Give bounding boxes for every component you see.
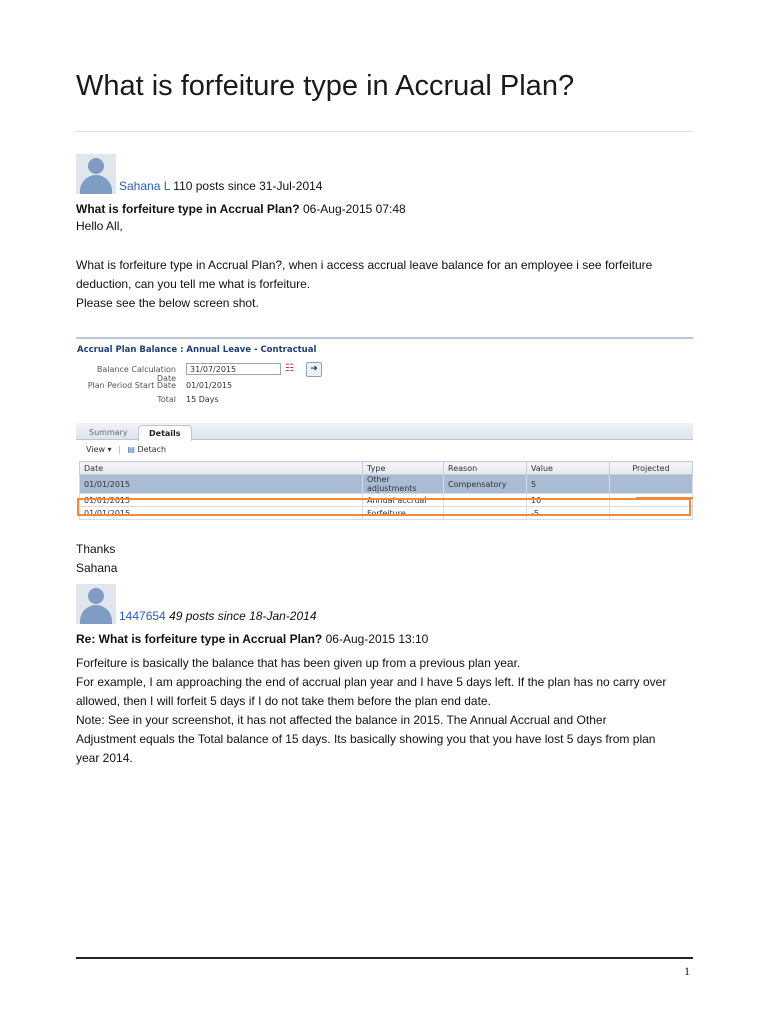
post-author-line (119, 607, 317, 626)
author-link[interactable]: Sahana L (119, 179, 170, 193)
view-menu[interactable]: View ▾ (86, 445, 112, 454)
reply-line: Note: See in your screenshot, it has not affected the balance in 2015. The Annual Accrual and Other (76, 713, 607, 727)
reply-line: allowed, then I will forfeit 5 days if I do not take them before the plan end date. (76, 694, 491, 708)
cell-projected (610, 475, 693, 494)
toolbar-separator: | (118, 445, 121, 454)
column-header-projected[interactable]: Projected (610, 462, 693, 475)
cell-type: Other adjustments (363, 475, 444, 494)
avatar[interactable] (76, 154, 116, 194)
post-subject-line (76, 630, 428, 649)
page-title: What is forfeiture type in Accrual Plan? (76, 70, 575, 102)
page-number: 1 (684, 964, 690, 978)
column-header-value[interactable]: Value (527, 462, 610, 475)
calc-date-label: Balance Calculation Date (96, 365, 176, 383)
screenshot-title: Accrual Plan Balance : Annual Leave - Contractual (77, 345, 317, 355)
cell-value: -5 (527, 507, 610, 520)
details-toolbar (86, 445, 166, 454)
cell-reason: Compensatory (444, 475, 527, 494)
avatar[interactable] (76, 584, 116, 624)
table-header-row (80, 462, 693, 475)
detach-button[interactable]: Detach (137, 445, 167, 454)
post-subject: What is forfeiture type in Accrual Plan? (76, 202, 300, 216)
cell-type: Forfeiture (363, 507, 444, 520)
period-start-value: 01/01/2015 (186, 381, 233, 390)
column-header-type[interactable]: Type (363, 462, 444, 475)
post-timestamp: 06-Aug-2015 07:48 (302, 202, 406, 216)
post-thanks: Thanks (76, 542, 116, 556)
post-body-line: Please see the below screen shot. (76, 296, 259, 310)
go-arrow-button[interactable]: ➜ (306, 362, 322, 377)
user-head-icon (88, 588, 104, 604)
author-meta: 110 posts since 31-Jul-2014 (173, 179, 323, 193)
cell-value: 10 (527, 494, 610, 507)
tab-summary[interactable]: Summary (89, 428, 128, 437)
period-start-label: Plan Period Start Date (87, 381, 176, 390)
column-header-reason[interactable]: Reason (444, 462, 527, 475)
screenshot-top-border (76, 337, 693, 339)
post-subject-line (76, 200, 406, 219)
title-divider (76, 131, 693, 132)
author-link[interactable]: 1447654 (119, 609, 166, 623)
cell-value: 5 (527, 475, 610, 494)
post-signature: Sahana (76, 561, 118, 575)
post-body-line: What is forfeiture type in Accrual Plan?, when i access accrual leave balance for an employee i see forfeiture (76, 258, 653, 272)
tab-details[interactable]: Details (138, 425, 192, 441)
post-body-line: deduction, can you tell me what is forfeiture. (76, 277, 311, 291)
cell-date: 01/01/2015 (80, 494, 363, 507)
reply-line: For example, I am approaching the end of accrual plan year and I have 5 days left. If the plan has no carry over (76, 675, 667, 689)
reply-line: Adjustment equals the Total balance of 15 days. Its basically showing you that you have lost 5 days from plan (76, 732, 656, 746)
calendar-icon[interactable]: ☷ (285, 363, 294, 374)
embedded-screenshot (76, 337, 693, 517)
table-row[interactable] (80, 475, 693, 494)
user-body-icon (80, 605, 112, 624)
total-value: 15 Days (186, 395, 219, 404)
reply-body (76, 654, 696, 768)
detach-icon: ▤ (127, 445, 135, 454)
cell-type: Annual accrual (363, 494, 444, 507)
total-label: Total (157, 395, 176, 404)
reply-line: Forfeiture is basically the balance that has been given up from a previous plan year. (76, 656, 521, 670)
post-greeting: Hello All, (76, 219, 123, 233)
post-author-line (119, 177, 322, 196)
footer-divider (76, 957, 693, 959)
author-meta: 49 posts since 18-Jan-2014 (169, 609, 317, 623)
cell-date: 01/01/2015 (80, 507, 363, 520)
cell-date: 01/01/2015 (80, 475, 363, 494)
column-header-date[interactable]: Date (80, 462, 363, 475)
highlight-box (77, 498, 691, 516)
post-subject: Re: What is forfeiture type in Accrual Plan? (76, 632, 323, 646)
calc-date-input[interactable]: 31/07/2015 (186, 363, 281, 375)
user-body-icon (80, 175, 112, 194)
user-head-icon (88, 158, 104, 174)
reply-line: year 2014. (76, 751, 133, 765)
post-timestamp: 06-Aug-2015 13:10 (325, 632, 429, 646)
